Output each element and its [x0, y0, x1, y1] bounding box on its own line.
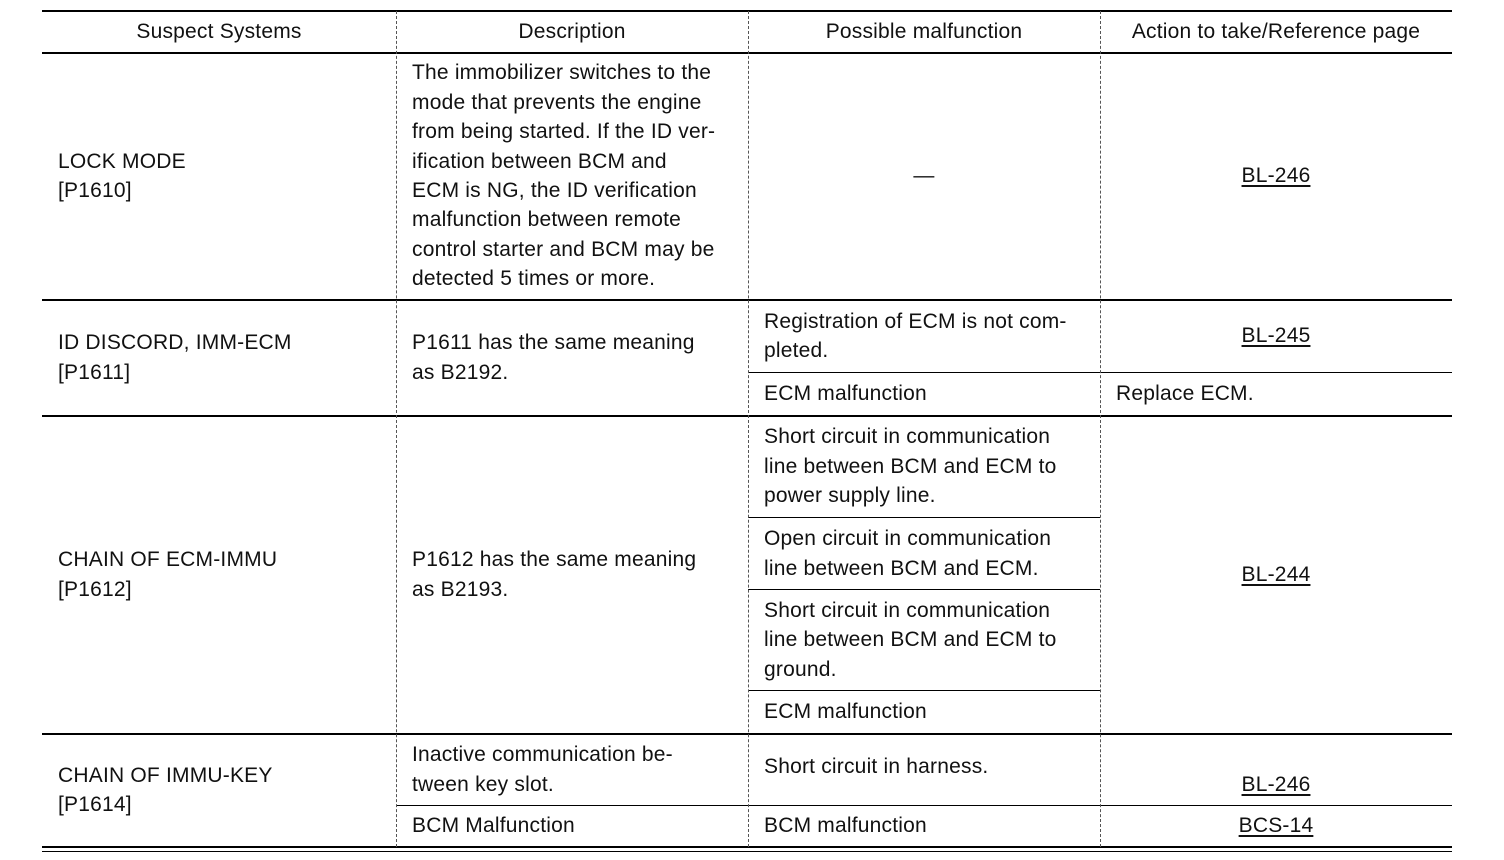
reference-link[interactable]: BCS-14	[1238, 814, 1314, 838]
reference-link[interactable]: BL-246	[1241, 772, 1311, 796]
description-cell: The immobilizer switches to the mode that prevents the engine from being started. If the ID ver- ification between BCM and ECM is NG, the ID verification malfunction between remote control starter and BCM may be detected 5 times or more.	[412, 61, 716, 291]
possible-malfunction-cell: Open circuit in communication line between BCM and ECM.	[764, 527, 1052, 580]
possible-malfunction-cell: Registration of ECM is not com- pleted.	[764, 309, 1067, 362]
suspect-system-name: CHAIN OF ECM-IMMU	[58, 548, 278, 572]
suspect-system-cell	[42, 300, 396, 415]
reference-cell	[1100, 300, 1452, 372]
possible-malfunction-cell: Short circuit in harness.	[764, 755, 989, 778]
header-possible-malfunction: Possible malfunction	[825, 19, 1023, 43]
description-cell: Inactive communication be- tween key slot.	[412, 743, 673, 796]
reference-link[interactable]: BL-245	[1241, 324, 1311, 348]
reference-cell	[1100, 53, 1452, 299]
suspect-system-name: CHAIN OF IMMU-KEY	[58, 763, 273, 787]
possible-malfunction-cell: BCM malfunction	[764, 814, 927, 838]
description-cell: P1611 has the same meaning as B2192.	[412, 331, 695, 384]
possible-malfunction-cell: Short circuit in communication line between BCM and ECM to power supply line.	[764, 425, 1057, 508]
suspect-system-name: LOCK MODE	[58, 149, 186, 173]
header-description: Description	[518, 19, 626, 43]
suspect-system-cell	[42, 53, 396, 299]
reference-cell	[1100, 806, 1452, 846]
dtc-code: [P1610]	[58, 179, 132, 202]
dtc-code: [P1614]	[58, 793, 132, 816]
dtc-code: [P1611]	[58, 360, 131, 384]
dtc-code: [P1612]	[58, 577, 132, 601]
table-bottom-rule	[42, 846, 1452, 848]
suspect-system-cell	[42, 734, 396, 846]
suspect-system-cell	[42, 416, 396, 733]
description-cell: BCM Malfunction	[412, 814, 575, 838]
possible-malfunction-cell: ECM malfunction	[764, 382, 927, 406]
action-cell: Replace ECM.	[1116, 382, 1254, 406]
possible-malfunction-cell: ECM malfunction	[764, 700, 927, 724]
suspect-system-name: ID DISCORD, IMM-ECM	[58, 331, 292, 355]
header-suspect-systems: Suspect Systems	[136, 19, 302, 43]
reference-cell	[1100, 734, 1452, 805]
table-bottom-rule	[42, 851, 1452, 852]
reference-link[interactable]: BL-246	[1241, 164, 1311, 188]
reference-link[interactable]: BL-244	[1241, 562, 1311, 586]
description-cell: P1612 has the same meaning as B2193.	[412, 548, 697, 601]
header-action: Action to take/Reference page	[1131, 19, 1421, 43]
reference-cell	[1100, 416, 1452, 733]
possible-malfunction-cell: —	[913, 164, 935, 188]
possible-malfunction-cell: Short circuit in communication line between BCM and ECM to ground.	[764, 598, 1057, 681]
